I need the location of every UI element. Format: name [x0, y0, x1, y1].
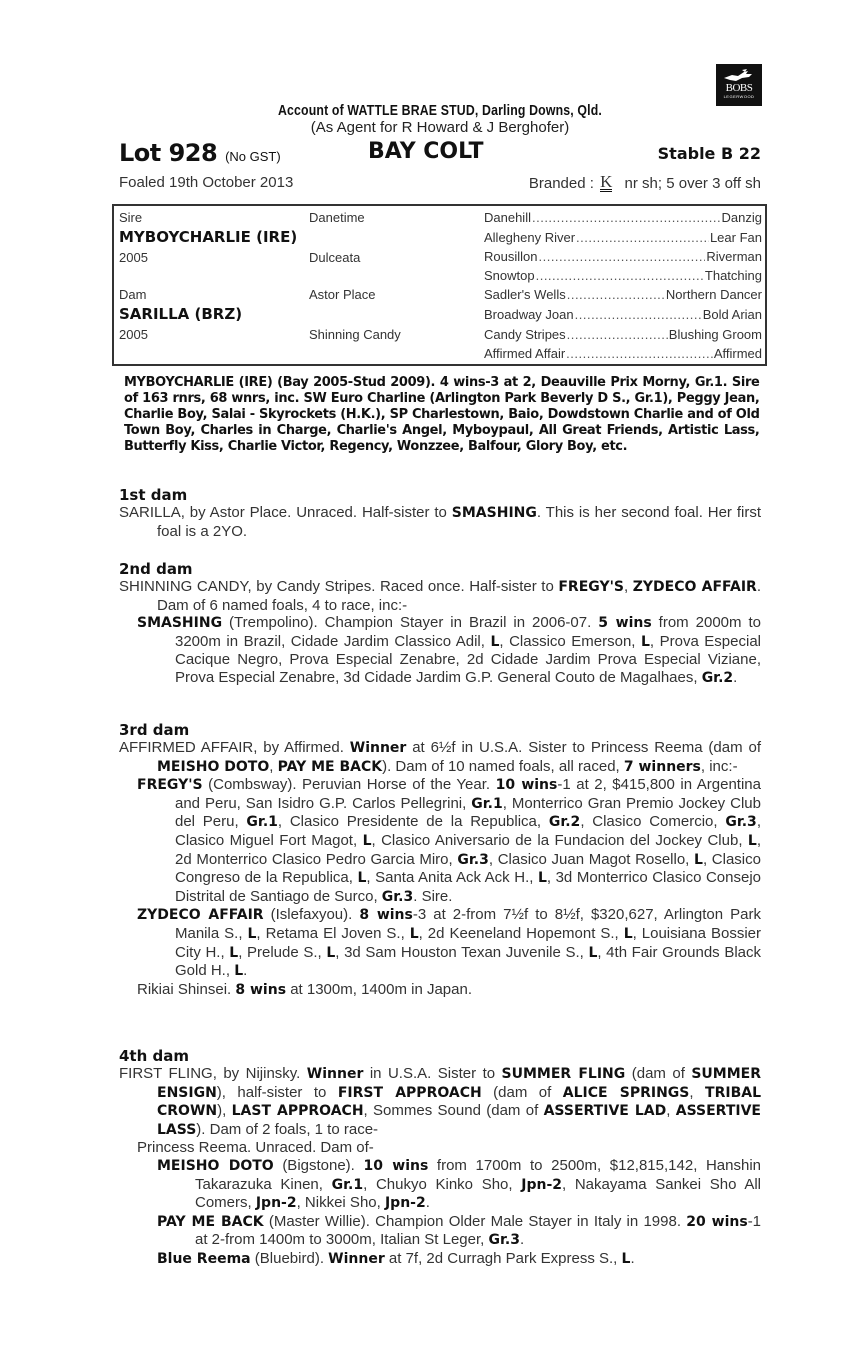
lot-label: Lot 928	[119, 139, 218, 167]
bold-highlight: SUMMER ENSIGN	[157, 1066, 762, 1101]
horse-icon	[722, 69, 756, 83]
bold-highlight: SUMMER FLING	[501, 1066, 626, 1082]
dam-section-2	[119, 561, 761, 688]
gp-left: Allegheny River	[484, 230, 576, 245]
gp-right: Blushing Groom	[668, 327, 762, 342]
progeny-entry: ZYDECO AFFAIR (Islefaxyou). 8 wins-3 at 2-from 7½f to 8½f, $320,627, Arlington Park Manila S., L, Retama El Joven S., L, 2d Keeneland Hopemont S., L, Louisiana Bossier City H., L, Prelude S., L, 3d Sam Houston Texan Juvenile S., L, 4th Fair Grounds Black Gold H., L.	[137, 906, 761, 980]
logo-sub: LEGERWOOD	[723, 94, 755, 99]
bold-highlight: L	[229, 944, 239, 961]
bold-highlight: L	[247, 925, 257, 942]
brand-mark-icon: K	[600, 172, 613, 191]
bold-highlight: PAY ME BACK	[157, 1213, 264, 1230]
dam-name: SARILLA (BRZ)	[119, 305, 243, 323]
gp-right: Lear Fan	[709, 230, 762, 245]
sire-label: Sire	[119, 210, 143, 225]
progeny-entry: Blue Reema (Bluebird). Winner at 7f, 2d Curragh Park Express S., L.	[157, 1249, 635, 1267]
horse-description: BAY COLT	[368, 139, 484, 164]
bold-highlight: Gr.1	[471, 795, 503, 812]
bold-highlight: ALICE SPRINGS	[562, 1084, 690, 1101]
vendor-account: Account of WATTLE BRAE STUD, Darling Downs, Qld.	[277, 102, 603, 119]
bold-highlight: L	[326, 944, 336, 961]
gp-right: Thatching	[704, 268, 762, 283]
grandparent-row	[484, 249, 762, 264]
dam-label: Dam	[119, 287, 147, 302]
bold-highlight: Gr.3	[725, 814, 757, 831]
stable-location: Stable B 22	[657, 144, 761, 163]
bold-highlight: 20 wins	[686, 1213, 748, 1230]
bold-highlight: L	[694, 851, 703, 868]
bold-highlight: Gr.1	[246, 814, 278, 831]
brand-detail: nr sh; 5 over 3 off sh	[624, 175, 761, 192]
bold-highlight: L	[357, 870, 367, 887]
bold-highlight: L	[490, 633, 500, 650]
gp-left: Danehill	[484, 210, 531, 225]
bold-highlight: 5 wins	[598, 615, 652, 632]
gst-note: (No GST)	[225, 149, 281, 164]
grandparent-row	[484, 210, 762, 225]
dam-heading: 1st dam	[119, 486, 188, 504]
agent-line: (As Agent for R Howard & J Berghofer)	[310, 119, 570, 136]
bold-highlight: FREGY'S	[137, 777, 203, 794]
dam-heading: 4th dam	[119, 1047, 189, 1065]
bold-highlight: L	[588, 944, 598, 961]
grandparent-row	[484, 307, 762, 322]
bold-highlight: Gr.3	[457, 851, 489, 868]
sire-dam: Dulceata	[309, 250, 361, 265]
bobs-legerwood-logo	[716, 64, 762, 106]
bold-highlight: ZYDECO AFFAIR	[137, 907, 264, 924]
gp-right: Affirmed	[713, 346, 762, 361]
branded-label: Branded :	[528, 175, 594, 192]
sire-name: MYBOYCHARLIE (IRE)	[119, 228, 298, 246]
bold-highlight: ASSERTIVE LAD	[543, 1103, 667, 1120]
bold-highlight: 10 wins	[495, 777, 558, 794]
bold-highlight: Blue Reema	[157, 1250, 251, 1267]
bold-highlight: Winner	[328, 1250, 385, 1267]
gp-left: Sadler's Wells	[484, 287, 566, 302]
bold-highlight: Winner	[349, 740, 407, 756]
progeny-entry: Princess Reema. Unraced. Dam of-	[137, 1139, 374, 1157]
gp-left: Broadway Joan	[484, 307, 574, 322]
bold-highlight: L	[362, 832, 372, 849]
dam-section-1	[119, 487, 761, 540]
bold-highlight: L	[621, 1250, 631, 1267]
bold-highlight: FIRST APPROACH	[337, 1084, 482, 1101]
dam-paragraph: FIRST FLING, by Nijinsky. Winner in U.S.A. Sister to SUMMER FLING (dam of SUMMER ENSIGN), half-sister to FIRST APPROACH (dam of ALICE SPRINGS, TRIBAL CROWN), LAST APPROACH, Sommes Sound (dam of ASSERTIVE LAD, ASSERTIVE LASS). Dam of 2 foals, 1 to race-	[119, 1065, 762, 1138]
bold-highlight: Winner	[306, 1066, 364, 1082]
bold-highlight: ASSERTIVE LASS	[157, 1103, 761, 1138]
sire-sire: Danetime	[309, 210, 365, 225]
progeny-entry: Rikiai Shinsei. 8 wins at 1300m, 1400m in Japan.	[137, 980, 472, 998]
bold-highlight: L	[537, 870, 547, 887]
bold-highlight: Gr.2	[548, 814, 581, 831]
dam-year: 2005	[119, 327, 148, 342]
grandparent-row	[484, 268, 762, 283]
bold-highlight: Gr.3	[488, 1232, 520, 1249]
brand-info	[529, 174, 761, 192]
gp-left: Affirmed Affair	[484, 346, 566, 361]
bold-highlight: LAST APPROACH	[231, 1103, 364, 1120]
dam-heading: 2nd dam	[119, 560, 193, 578]
bold-highlight: 8 wins	[235, 981, 287, 998]
lot-number	[119, 139, 281, 167]
gp-right: Danzig	[721, 210, 762, 225]
bold-highlight: Jpn-2	[384, 1195, 426, 1212]
bold-highlight: L	[640, 633, 650, 650]
pedigree-table	[112, 204, 767, 366]
progeny-entry: PAY ME BACK (Master Willie). Champion Older Male Stayer in Italy in 1998. 20 wins-1 at 2-from 1400m to 3000m, Italian St Leger, Gr.3.	[157, 1212, 762, 1249]
gp-right: Riverman	[706, 249, 762, 264]
bold-highlight: SMASHING	[451, 505, 537, 521]
dam-sire: Astor Place	[309, 287, 376, 302]
bold-highlight: L	[234, 963, 244, 980]
dam-heading: 3rd dam	[119, 721, 190, 739]
bold-highlight: MEISHO DOTO	[157, 758, 270, 775]
bold-highlight: FREGY'S	[558, 579, 624, 595]
grandparent-row	[484, 230, 762, 245]
progeny-entry: SMASHING (Trempolino). Champion Stayer in Brazil in 2006-07. 5 wins from 2000m to 3200m in Brazil, Cidade Jardim Classico Adil, L, Classico Emerson, L, Prova Especial Cacique Negro, Prova Especial Zenabre, 2d Cidade Jardim Prova Especial Viziane, Prova Especial Zenabre, 3d Cidade Jardim G.P. General Couto de Magalhaes, Gr.2.	[137, 614, 761, 686]
bold-highlight: TRIBAL CROWN	[157, 1084, 761, 1120]
gp-left: Rousillon	[484, 249, 538, 264]
dam-section-3	[119, 722, 761, 999]
dam-section-4	[119, 1048, 761, 1269]
progeny-entry: FREGY'S (Combsway). Peruvian Horse of the Year. 10 wins-1 at 2, $415,800 in Argentina and Peru, San Isidro G.P. Carlos Pellegrini, Gr.1, Monterrico Gran Premio Jockey Club del Peru, Gr.1, Clasico Presidente de la Republica, Gr.2, Clasico Comercio, Gr.3, Clasico Miguel Fort Magot, L, Clasico Aniversario de la Fundacion del Jockey Club, L, 2d Monterrico Clasico Pedro Garcia Miro, Gr.3, Clasico Juan Magot Rosello, L, Clasico Congreso de la Republica, L, Santa Anita Ack Ack H., L, 3d Monterrico Clasico Consejo Distrital de Santiago de Surco, Gr.3. Sire.	[137, 776, 761, 905]
bold-highlight: 7 winners	[623, 758, 701, 775]
gp-left: Candy Stripes	[484, 327, 566, 342]
gp-right: Bold Arian	[702, 307, 762, 322]
bold-highlight: ZYDECO AFFAIR	[632, 579, 757, 595]
bold-highlight: L	[623, 925, 633, 942]
progeny-entry: MEISHO DOTO (Bigstone). 10 wins from 1700m to 2500m, $12,815,142, Hanshin Takarazuka Kinen, Gr.1, Chukyo Kinko Sho, Jpn-2, Nakayama Sankei Sho All Comers, Jpn-2, Nikkei Sho, Jpn-2.	[157, 1156, 762, 1212]
dam-dam: Shinning Candy	[309, 327, 401, 342]
bold-highlight: 10 wins	[363, 1157, 429, 1174]
gp-left: Snowtop	[484, 268, 535, 283]
dam-paragraph: SHINNING CANDY, by Candy Stripes. Raced once. Half-sister to FREGY'S, ZYDECO AFFAIR. Dam of 6 named foals, 4 to race, inc:-	[119, 578, 761, 614]
lot-header	[119, 139, 761, 169]
bold-highlight: Jpn-2	[255, 1195, 297, 1212]
foaled-date: Foaled 19th October 2013	[119, 174, 294, 191]
bold-highlight: Jpn-2	[521, 1176, 562, 1193]
bold-highlight: L	[409, 925, 419, 942]
dam-paragraph: AFFIRMED AFFAIR, by Affirmed. Winner at 6½f in U.S.A. Sister to Princess Reema (dam of MEISHO DOTO, PAY ME BACK). Dam of 10 named foals, all raced, 7 winners, inc:-	[119, 739, 761, 775]
bold-highlight: Gr.1	[331, 1176, 364, 1193]
grandparent-row	[484, 327, 762, 342]
sire-year: 2005	[119, 250, 148, 265]
bold-highlight: L	[747, 832, 757, 849]
grandparent-row	[484, 346, 762, 361]
sire-summary: MYBOYCHARLIE (IRE) (Bay 2005-Stud 2009). 4 wins-3 at 2, Deauville Prix Morny, Gr.1. Sire of 163 rnrs, 68 wnrs, inc. SW Euro Charline (Arlington Park Beverly D S., Gr.1), Peggy Jean, Charlie Boy, Salai - Skyrockets (H.K.), SP Charlestown, Baio, Dowdstown Charlie and of Old Town Boy, Charles in Charge, Charlie's Angel, Myboypaul, All Great Friends, Artistic Lass, Butterfly Kiss, Charlie Victor, Regency, Wonzzee, Balfour, Glory Boy, etc.	[124, 374, 760, 454]
bold-highlight: SMASHING	[137, 615, 223, 632]
bold-highlight: MEISHO DOTO	[157, 1157, 274, 1174]
bold-highlight: 8 wins	[359, 907, 413, 924]
bold-highlight: PAY ME BACK	[277, 758, 383, 775]
gp-right: Northern Dancer	[665, 287, 762, 302]
logo-brand: BOBS	[725, 82, 753, 94]
bold-highlight: Gr.3	[381, 888, 414, 905]
bold-highlight: Gr.2	[701, 669, 734, 686]
grandparent-row	[484, 287, 762, 302]
dam-paragraph: SARILLA, by Astor Place. Unraced. Half-sister to SMASHING. This is her second foal. Her first foal is a 2YO.	[119, 504, 761, 540]
